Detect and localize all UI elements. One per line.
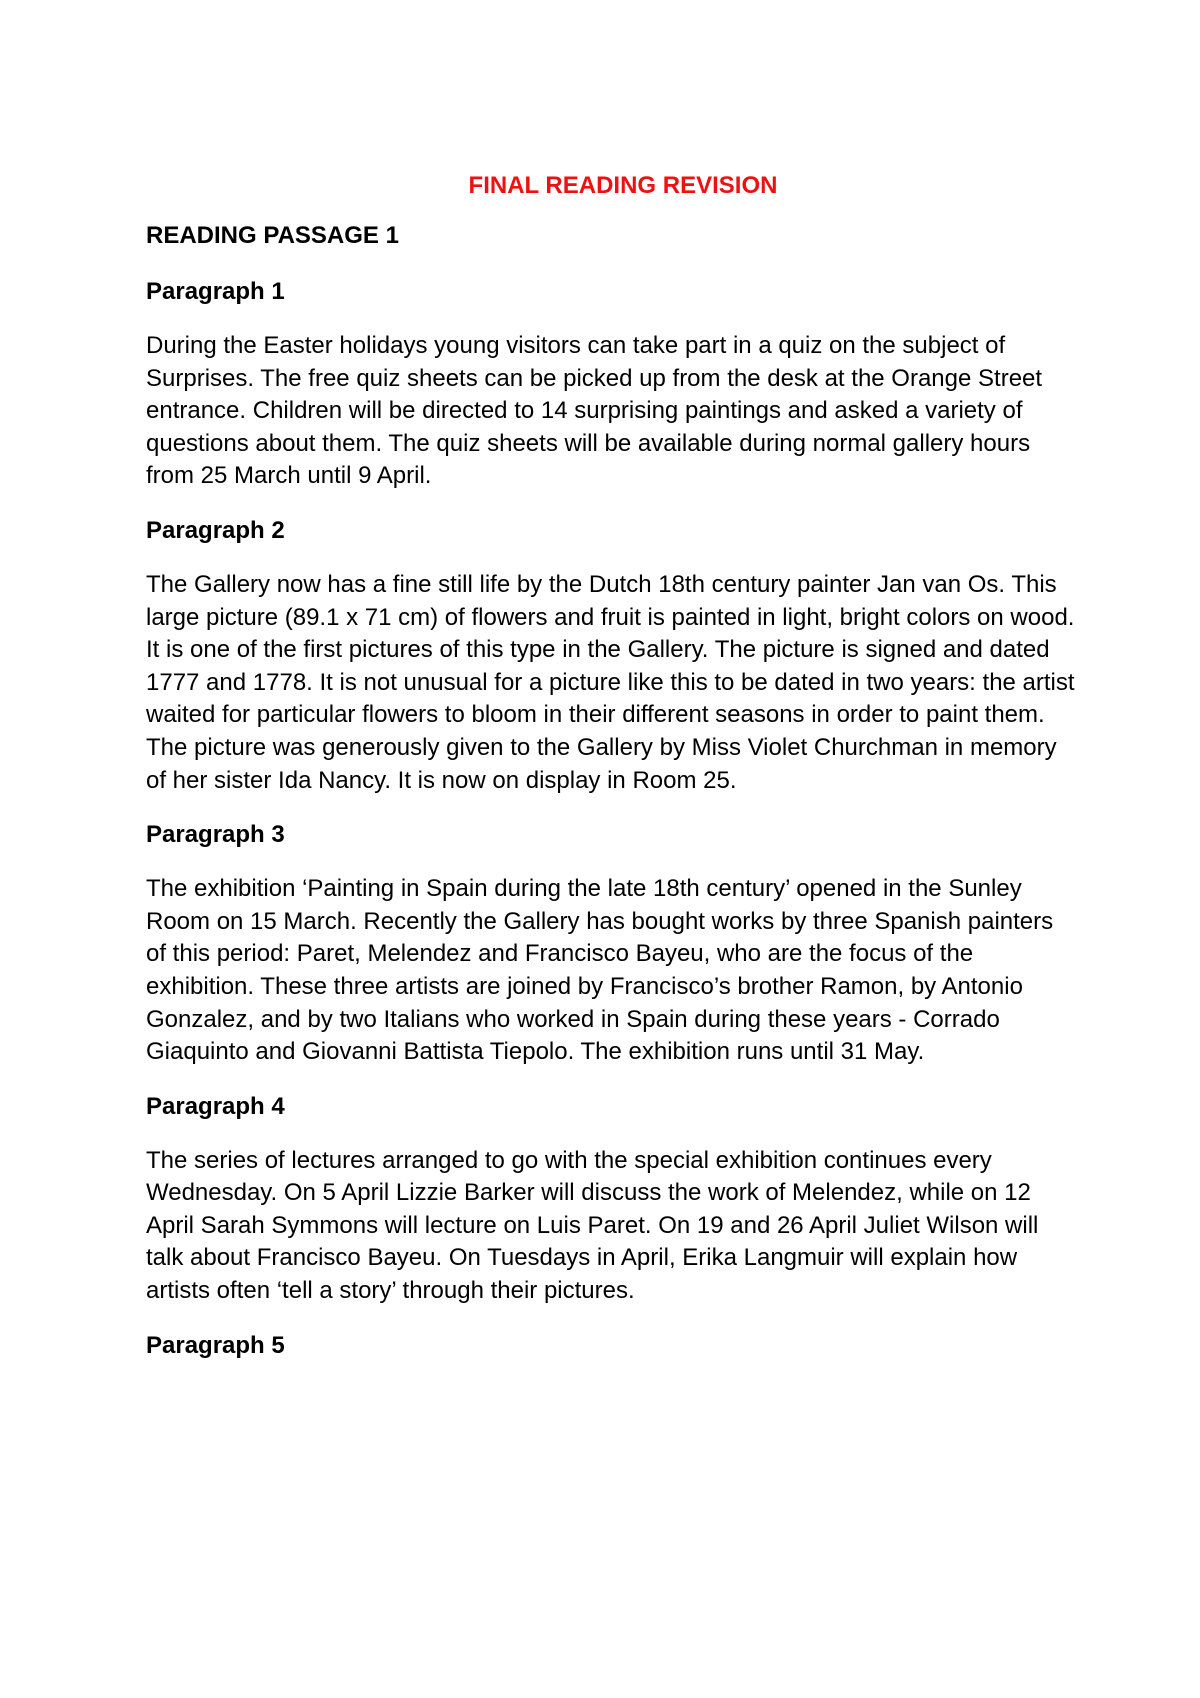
paragraph-body: The series of lectures arranged to go with the special exhibition continues every Wednesday. On 5 April Lizzie Barker will discuss the work of Melendez, while on 12 April Sarah Symmons will lecture on Luis Paret. On 19 and 26 April Juliet Wilson will talk about Francisco Bayeu. On Tuesdays in April, Erika Langmuir will explain how artists often ‘tell a story’ through their pictures.	[146, 1146, 1039, 1305]
paragraph-body: The exhibition ‘Painting in Spain during the late 18th century’ opened in the Sunley Room on 15 March. Recently the Gallery has bought works by three Spanish painters of this period: Paret, Melendez and Francisco Bayeu, who are the focus of the exhibition. These three artists are joined by Francisco’s brother Ramon, by Antonio Gonzalez, and by two Italians who worked in Spain during these years - Corrado Giaquinto and Giovanni Battista Tiepolo. The exhibition runs until 31 May.	[146, 875, 1054, 1066]
paragraph-section-5	[146, 1330, 1100, 1362]
paragraph-heading: Paragraph 5	[146, 1331, 285, 1359]
paragraph-section-4	[146, 1091, 1100, 1308]
paragraph-heading: Paragraph 4	[146, 1092, 285, 1120]
paragraph-heading: Paragraph 3	[146, 821, 285, 849]
paragraph-section-2	[146, 515, 1100, 797]
paragraph-heading: Paragraph 2	[146, 516, 285, 544]
passage-heading: READING PASSAGE 1	[146, 222, 399, 249]
paragraph-heading: Paragraph 1	[146, 278, 285, 305]
paragraph-body: During the Easter holidays young visitors can take part in a quiz on the subject of Surprises. The free quiz sheets can be picked up from the desk at the Orange Street entrance. Children will be directed to 14 surprising paintings and asked a variety of questions about them. The quiz sheets will be available during normal gallery hours from 25 March until 9 April.	[146, 332, 1043, 490]
paragraph-body: The Gallery now has a fine still life by the Dutch 18th century painter Jan van Os. This large picture (89.1 x 71 cm) of flowers and fruit is painted in light, bright colors on wood. It is one of the first pictures of this type in the Gallery. The picture is signed and dated 1777 and 1778. It is not unusual for a picture like this to be dated in two years: the artist waited for particular flowers to bloom in their different seasons in order to paint them. The picture was generously given to the Gallery by Miss Violet Churchman in memory of her sister Ida Nancy. It is now on display in Room 25.	[146, 570, 1075, 794]
document-title: FINAL READING REVISION	[468, 172, 778, 199]
paragraph-section-1	[146, 276, 1100, 493]
paragraph-section-3	[146, 819, 1100, 1069]
